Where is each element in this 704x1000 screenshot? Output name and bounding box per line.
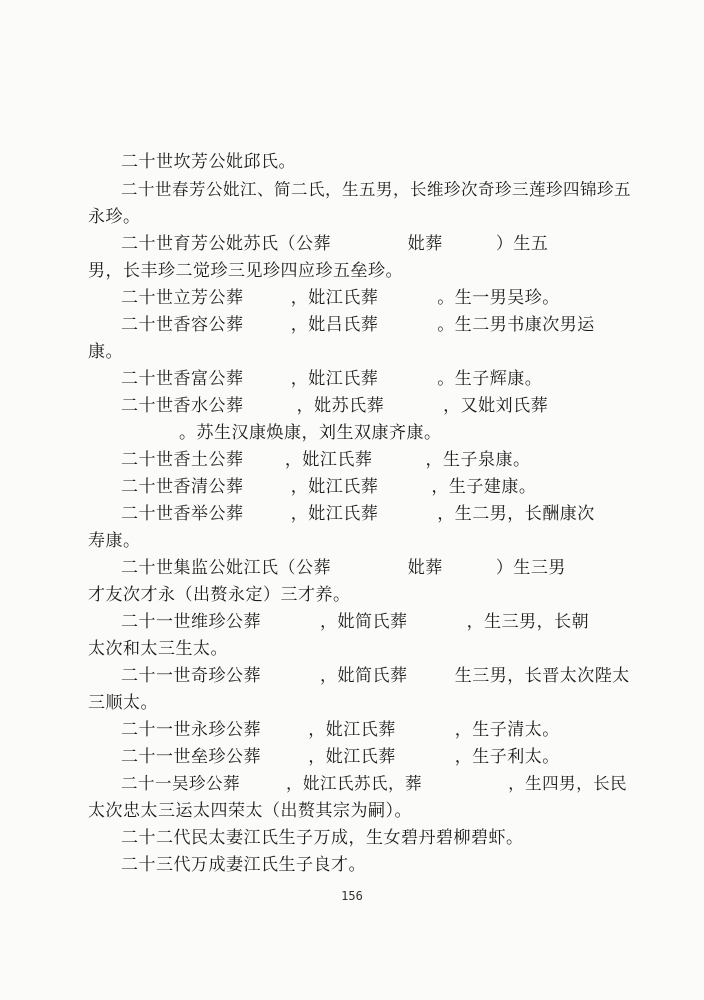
text-line: 二十世香土公葬 ，妣江氏葬 ，生子泉康。 (121, 450, 531, 470)
text-line: 二十世香举公葬 ，妣江氏葬 ，生二男，长酬康次 (121, 504, 595, 524)
text-line: 二十世香容公葬 ，妣吕氏葬 。生二男书康次男运 (121, 315, 595, 335)
text-line: 三顺太。 (88, 693, 158, 713)
text-line: 二十世集监公妣江氏（公葬 妣葬 ）生三男 (121, 558, 566, 578)
text-line: 太次和太三生太。 (88, 639, 228, 659)
text-line: 。苏生汉康焕康，刘生双康齐康。 (179, 423, 442, 443)
page-number: 156 (341, 889, 363, 903)
text-line: 二十一世永珍公葬 ，妣江氏葬 ，生子清太。 (121, 720, 560, 740)
text-line: 永珍。 (88, 207, 141, 227)
text-line: 二十世香水公葬 ，妣苏氏葬 ，又妣刘氏葬 (121, 396, 549, 416)
text-line: 二十一世维珍公葬 ，妣简氏葬 ，生三男，长朝 (121, 612, 590, 632)
text-line: 二十世育芳公妣苏氏（公葬 妣葬 ）生五 (121, 234, 549, 254)
text-line: 寿康。 (88, 531, 141, 551)
text-line: 二十一吴珍公葬 ，妣江氏苏氏，葬 ，生四男，长民 (121, 774, 628, 793)
text-line: 康。 (88, 342, 123, 362)
text-line: 二十二代民太妻江氏生子万成，生女碧丹碧柳碧虾。 (121, 828, 524, 848)
text-line: 二十世香富公葬 ，妣江氏葬 。生子辉康。 (121, 369, 543, 389)
text-line: 二十三代万成妻江氏生子良才。 (121, 855, 366, 875)
text-line: 二十世坎芳公妣邱氏。 (121, 152, 296, 172)
text-line: 二十世立芳公葬 ，妣江氏葬 。生一男吴珍。 (121, 288, 560, 308)
text-line: 二十一世奇珍公葬 ，妣简氏葬 生三男，长晋太次陛太 (121, 666, 630, 686)
text-line: 男，长丰珍二觉珍三见珍四应珍五垒珍。 (88, 261, 403, 281)
text-line: 才友次才永（出赘永定）三才养。 (88, 585, 351, 605)
text-line: 二十一世垒珍公葬 ，妣江氏葬 ，生子利太。 (121, 747, 560, 767)
text-line: 太次忠太三运太四荣太（出赘其宗为嗣）。 (88, 801, 412, 821)
text-line: 二十世春芳公妣江、简二氏，生五男，长维珍次奇珍三莲珍四锦珍五 (121, 180, 631, 199)
text-line: 二十世香清公葬 ，妣江氏葬 ，生子建康。 (121, 477, 537, 497)
